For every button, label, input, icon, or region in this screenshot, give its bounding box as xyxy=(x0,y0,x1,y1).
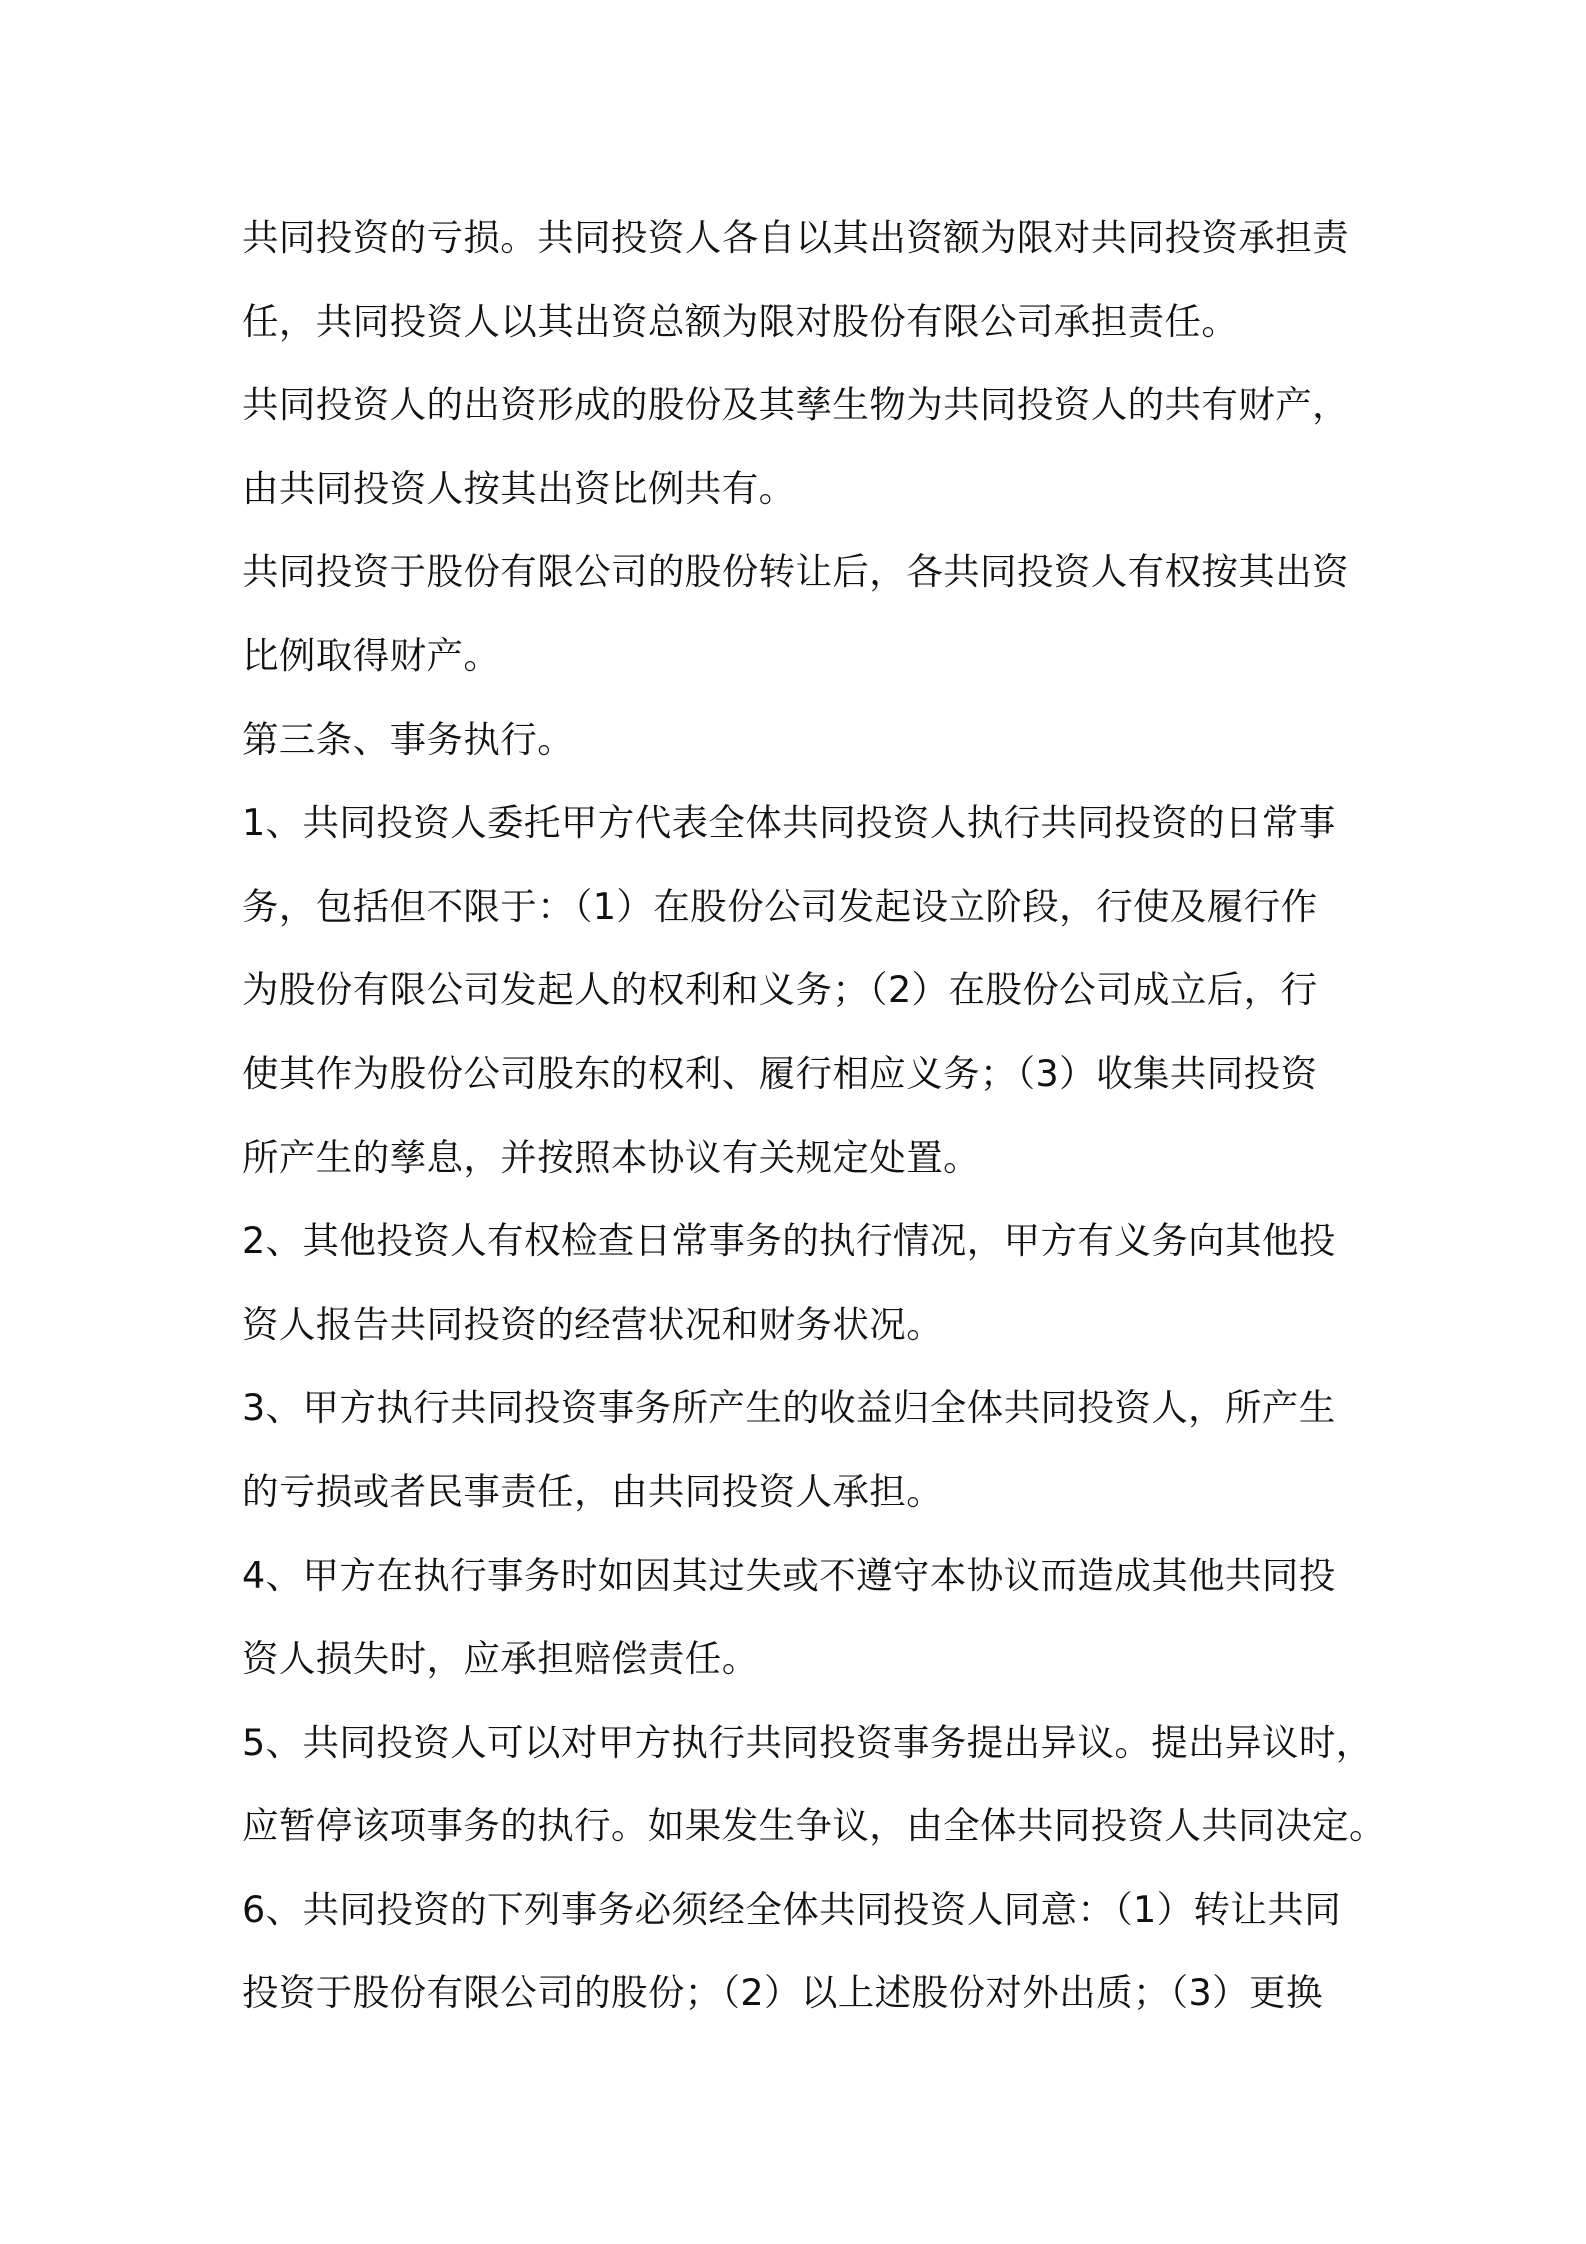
text-line: 的亏损或者民事责任，由共同投资人承担。 xyxy=(242,1469,944,1513)
text-line: 资人报告共同投资的经营状况和财务状况。 xyxy=(242,1302,944,1346)
text-line: 使其作为股份公司股东的权利、履行相应义务；（3）收集共同投资 xyxy=(242,1051,1318,1095)
text-line: 6、共同投资的下列事务必须经全体共同投资人同意：（1）转让共同 xyxy=(242,1887,1342,1931)
text-line: 任，共同投资人以其出资总额为限对股份有限公司承担责任。 xyxy=(242,299,1239,343)
text-line: 共同投资于股份有限公司的股份转让后，各共同投资人有权按其出资 xyxy=(242,550,1349,594)
section-heading: 第三条、事务执行。 xyxy=(242,717,575,761)
text-line: 由共同投资人按其出资比例共有。 xyxy=(242,466,796,510)
text-line: 共同投资的亏损。共同投资人各自以其出资额为限对共同投资承担责 xyxy=(242,216,1349,259)
text-line: 4、甲方在执行事务时如因其过失或不遵守本协议而造成其他共同投 xyxy=(242,1553,1336,1597)
text-line: 5、共同投资人可以对甲方执行共同投资事务提出异议。提出异议时， xyxy=(242,1720,1373,1764)
document-body xyxy=(242,196,1386,2035)
text-line: 共同投资人的出资形成的股份及其孳生物为共同投资人的共有财产， xyxy=(242,383,1349,427)
text-line: 为股份有限公司发起人的权利和义务；（2）在股份公司成立后，行 xyxy=(242,968,1318,1012)
text-line: 比例取得财产。 xyxy=(242,633,501,677)
text-line: 2、其他投资人有权检查日常事务的执行情况，甲方有义务向其他投 xyxy=(242,1219,1336,1263)
text-line: 资人损失时，应承担赔偿责任。 xyxy=(242,1637,759,1681)
text-line: 务，包括但不限于：（1）在股份公司发起设立阶段，行使及履行作 xyxy=(242,884,1318,928)
text-line: 3、甲方执行共同投资事务所产生的收益归全体共同投资人，所产生 xyxy=(242,1386,1336,1430)
text-line: 投资于股份有限公司的股份；（2）以上述股份对外出质；（3）更换 xyxy=(242,1971,1323,2015)
text-line: 1、共同投资人委托甲方代表全体共同投资人执行共同投资的日常事 xyxy=(242,801,1336,845)
text-line: 所产生的孳息，并按照本协议有关规定处置。 xyxy=(242,1135,980,1179)
text-line: 应暂停该项事务的执行。如果发生争议，由全体共同投资人共同决定。 xyxy=(242,1804,1386,1848)
